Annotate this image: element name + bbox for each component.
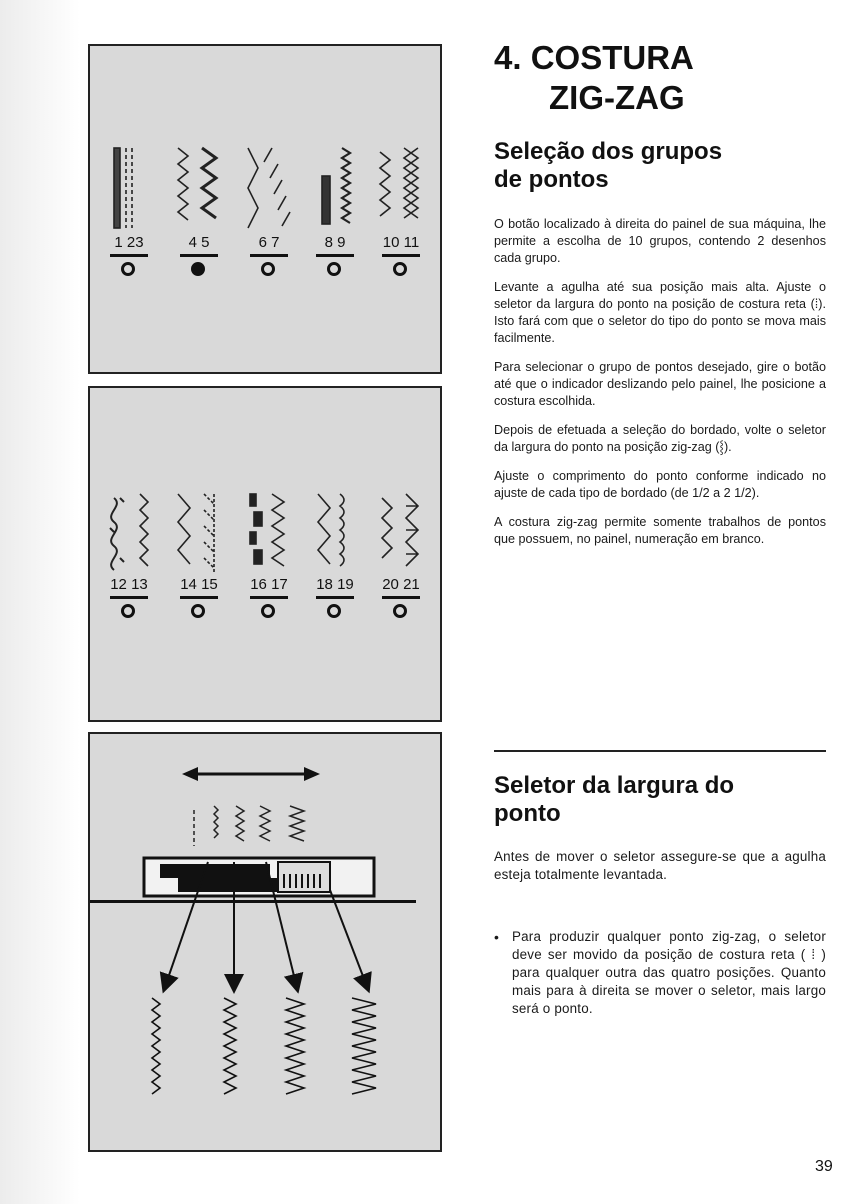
indicator-bar — [250, 596, 288, 599]
indicator-dot — [393, 262, 407, 276]
stitch-group-label: 6 7 — [258, 234, 280, 251]
indicator-bar — [316, 254, 354, 257]
stitch-group-1[interactable] — [104, 150, 154, 300]
double-arrow-icon — [182, 767, 320, 781]
page-edge-shadow — [0, 0, 80, 1204]
paragraph: Levante a agulha até sua posição mais alta. Ajuste o seletor da largura do ponto na posição de costura reta (⁞). Isto fará com que o seletor do tipo do ponto se mova mais facilmente. — [494, 280, 826, 345]
indicator-bar — [250, 254, 288, 257]
stitch-width-previews — [194, 806, 304, 846]
bullet-text: Para produzir qualquer ponto zig-zag, o seletor deve ser movido da posição de costura reta ( ⁞ ) para qualquer outra das quatro posições. Quanto mais para à direita se mover o seletor, mais largo será o ponto. — [512, 929, 826, 1016]
indicator-dot — [393, 604, 407, 618]
page-number: 39 — [815, 1158, 833, 1175]
stitch-group-4[interactable] — [310, 150, 360, 300]
paragraph: Ajuste o comprimento do ponto conforme indicado no ajuste de cada tipo de bordado (de 1/2 a 2 1/2). — [494, 469, 826, 500]
resulting-stitches — [152, 998, 376, 1094]
section-divider — [494, 750, 826, 752]
stitch-selector-panel-2 — [88, 386, 442, 722]
indicator-bar — [316, 596, 354, 599]
section-heading-line2: de pontos — [494, 166, 609, 193]
chapter-title — [494, 38, 826, 118]
section-heading-line1: Seletor da largura do — [494, 772, 735, 799]
stitch-group-label: 20 21 — [382, 576, 420, 593]
paragraph: O botão localizado à direita do painel de sua máquina, lhe permite a escolha de 10 grupos, contendo 2 desenhos cada grupo. — [494, 217, 826, 265]
indicator-dot — [261, 604, 275, 618]
section-stitch-groups — [494, 138, 826, 560]
section-width-selector — [494, 772, 826, 1030]
indicator-bar — [110, 596, 148, 599]
stitch-group-label: 4 5 — [188, 234, 210, 251]
stitch-group-10[interactable] — [376, 492, 426, 642]
indicator-dot-selected — [191, 262, 205, 276]
stitch-group-label: 16 17 — [250, 576, 288, 593]
paragraph: A costura zig-zag permite somente trabalhos de pontos que possuem, no painel, numeração em branco. — [494, 515, 826, 546]
indicator-dot — [327, 604, 341, 618]
indicator-dot — [261, 262, 275, 276]
bullet-icon: • — [494, 929, 499, 945]
stitch-group-6[interactable] — [104, 492, 154, 642]
stitch-group-8[interactable] — [244, 492, 294, 642]
stitch-group-label: 18 19 — [316, 576, 354, 593]
stitch-group-9[interactable] — [310, 492, 360, 642]
paragraph: Antes de mover o seletor assegure-se que a agulha esteja totalmente levantada. — [494, 849, 826, 882]
paragraph: Depois de efetuada a seleção do bordado, volte o seletor da largura do ponto na posição zig-zag (⸾). — [494, 423, 826, 454]
chapter-title-line2: ZIG-ZAG — [549, 79, 685, 116]
section-heading-line2: ponto — [494, 800, 561, 827]
stitch-group-label: 10 11 — [382, 234, 420, 251]
width-selector-slider — [90, 858, 416, 903]
stitch-group-7[interactable] — [174, 492, 224, 642]
indicator-bar — [180, 254, 218, 257]
indicator-dot — [121, 262, 135, 276]
stitch-group-3[interactable] — [244, 150, 294, 300]
stitch-group-2[interactable] — [174, 150, 224, 300]
indicator-dot — [191, 604, 205, 618]
indicator-bar — [382, 254, 420, 257]
stitch-group-label: 14 15 — [180, 576, 218, 593]
stitch-group-label: 12 13 — [110, 576, 148, 593]
section-heading-line1: Seleção dos grupos — [494, 138, 723, 165]
indicator-bar — [180, 596, 218, 599]
bullet-item — [494, 928, 826, 1030]
indicator-bar — [110, 254, 148, 257]
stitch-group-label: 8 9 — [324, 234, 346, 251]
indicator-dot — [327, 262, 341, 276]
stitch-selector-panel-1 — [88, 44, 442, 374]
stitch-group-5[interactable] — [376, 150, 426, 300]
width-selector-illustration — [88, 732, 442, 1152]
indicator-bar — [382, 596, 420, 599]
paragraph: Para selecionar o grupo de pontos desejado, gire o botão até que o indicador deslizando pelo painel, lhe posicione a costura escolhida. — [494, 360, 826, 408]
width-selector-drawing — [90, 734, 440, 1150]
indicator-dot — [121, 604, 135, 618]
chapter-title-line1: 4. COSTURA — [494, 39, 694, 76]
stitch-group-label: 1 23 — [114, 234, 144, 251]
